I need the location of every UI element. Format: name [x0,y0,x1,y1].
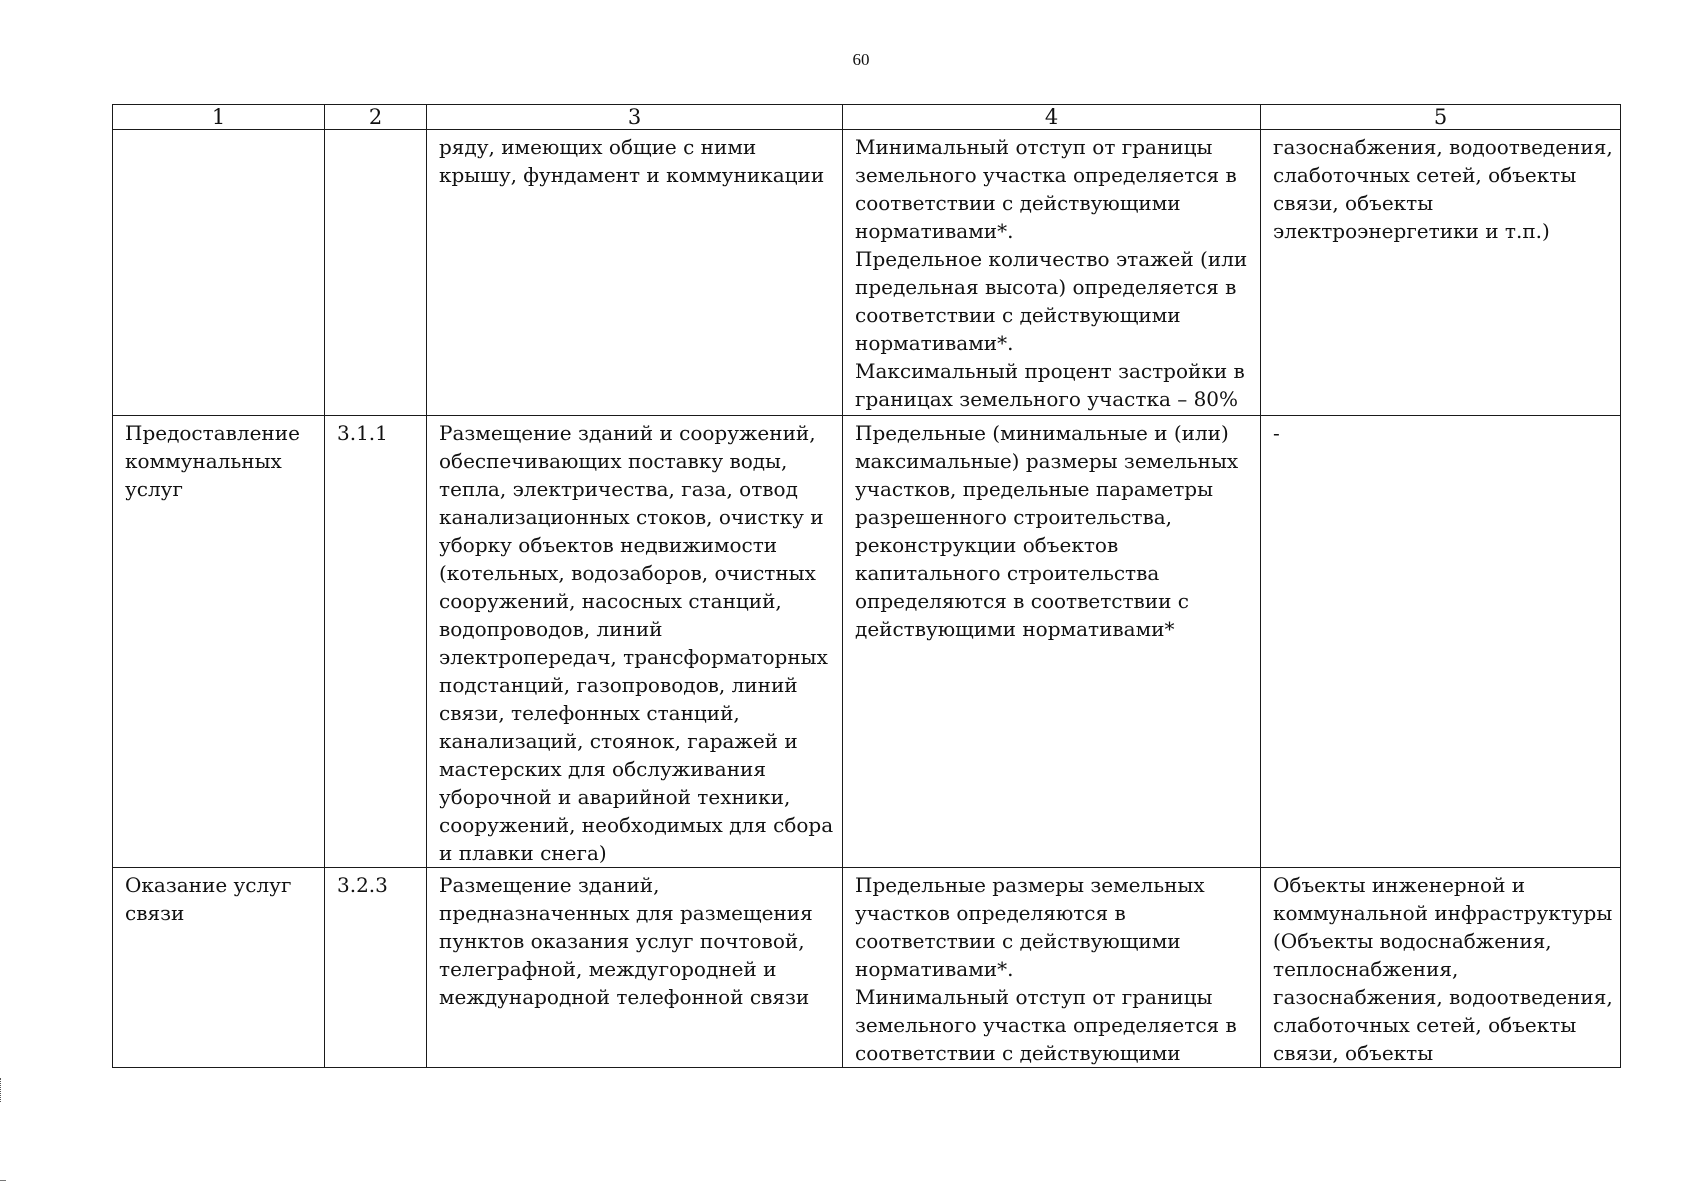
cell-text-line: определяются в соответствии с [855,589,1190,613]
margin-scan-dash [0,1180,6,1181]
cell-parameters [843,416,1261,868]
page-number: 60 [852,50,870,69]
header-col-1: 1 [113,105,325,130]
cell-text-line: предельная высота) определяется в [855,275,1237,299]
cell-text-line: связи [125,901,185,925]
cell-use-name [113,130,325,416]
cell-text-line: соответствии с действующими [855,929,1181,953]
cell-text-line: нормативами*. [855,957,1014,981]
cell-parameters [843,868,1261,1068]
cell-parameters [843,130,1261,416]
cell-text-line: слаботочных сетей, объекты [1273,1013,1577,1037]
cell-use-name [113,868,325,1068]
cell-text-line: обеспечивающих поставку воды, [439,449,788,473]
cell-text-line: реконструкции объектов [855,533,1119,557]
cell-text-line: коммунальной инфраструктуры [1273,901,1613,925]
cell-auxiliary-uses [1261,868,1621,1068]
table-row [113,868,1621,1068]
cell-text-line: Предельные размеры земельных [855,873,1205,897]
cell-text-line: и плавки снега) [439,841,607,865]
cell-text-line: 3.2.3 [337,873,388,897]
cell-text-line: телеграфной, междугородней и [439,957,777,981]
cell-text-line: уборку объектов недвижимости [439,533,778,557]
cell-use-description [427,130,843,416]
cell-text-line: предназначенных для размещения [439,901,813,925]
header-col-5: 5 [1261,105,1621,130]
cell-text-line: границах земельного участка – 80% [855,387,1239,411]
cell-use-description [427,416,843,868]
table-header-row [113,105,1621,130]
cell-text-line: газоснабжения, водоотведения, [1273,135,1613,159]
cell-text-line: пунктов оказания услуг почтовой, [439,929,805,953]
cell-auxiliary-uses [1261,416,1621,868]
cell-text-line: связи, телефонных станций, [439,701,740,725]
cell-text-line: 3.1.1 [337,421,388,445]
table-row [113,416,1621,868]
cell-use-code [325,416,427,868]
cell-text-line: Минимальный отступ от границы [855,135,1213,159]
cell-text-line: разрешенного строительства, [855,505,1173,529]
cell-text-line: нормативами*. [855,219,1014,243]
cell-text-line: - [1273,421,1280,445]
cell-text-line: Оказание услуг [125,873,292,897]
header-col-4: 4 [843,105,1261,130]
cell-text-line: электропередач, трансформаторных [439,645,828,669]
cell-text-line: мастерских для обслуживания [439,757,766,781]
cell-text-line: соответствии с действующими [855,1041,1181,1065]
cell-text-line: международной телефонной связи [439,985,810,1009]
cell-text-line: электроэнергетики и т.п.) [1273,219,1550,243]
cell-text-line: уборочной и аварийной техники, [439,785,791,809]
cell-text-line: слаботочных сетей, объекты [1273,163,1577,187]
cell-text-line: участков определяются в [855,901,1126,925]
cell-text-line: ряду, имеющих общие с ними [439,135,757,159]
cell-text-line: максимальные) размеры земельных [855,449,1239,473]
cell-text-line: соответствии с действующими [855,303,1181,327]
table-row [113,130,1621,416]
cell-text-line: крышу, фундамент и коммуникации [439,163,825,187]
cell-text-line: сооружений, необходимых для сбора [439,813,834,837]
cell-text-line: Максимальный процент застройки в [855,359,1245,383]
cell-use-code [325,130,427,416]
cell-use-code [325,868,427,1068]
cell-auxiliary-uses [1261,130,1621,416]
header-col-3: 3 [427,105,843,130]
cell-text-line: Объекты инженерной и [1273,873,1526,897]
cell-text-line: водопроводов, линий [439,617,663,641]
cell-text-line: Предельные (минимальные и (или) [855,421,1229,445]
cell-text-line: услуг [125,477,183,501]
cell-text-line: действующими нормативами* [855,617,1175,641]
cell-text-line: газоснабжения, водоотведения, [1273,985,1613,1009]
cell-text-line: земельного участка определяется в [855,1013,1237,1037]
cell-text-line: капитального строительства [855,561,1160,585]
cell-text-line: канализаций, стоянок, гаражей и [439,729,798,753]
cell-use-description [427,868,843,1068]
cell-text-line: связи, объекты [1273,191,1434,215]
cell-text-line: земельного участка определяется в [855,163,1237,187]
margin-scan-marks [0,1078,5,1102]
cell-text-line: связи, объекты [1273,1041,1434,1065]
cell-text-line: (котельных, водозаборов, очистных [439,561,816,585]
cell-text-line: подстанций, газопроводов, линий [439,673,798,697]
cell-text-line: Размещение зданий, [439,873,660,897]
cell-text-line: сооружений, насосных станций, [439,589,782,613]
cell-use-name [113,416,325,868]
cell-text-line: Минимальный отступ от границы [855,985,1213,1009]
cell-text-line: Размещение зданий и сооружений, [439,421,816,445]
cell-text-line: коммунальных [125,449,282,473]
cell-text-line: канализационных стоков, очистку и [439,505,824,529]
cell-text-line: (Объекты водоснабжения, [1273,929,1552,953]
cell-text-line: тепла, электричества, газа, отвод [439,477,798,501]
cell-text-line: участков, предельные параметры [855,477,1214,501]
cell-text-line: соответствии с действующими [855,191,1181,215]
cell-text-line: Предельное количество этажей (или [855,247,1248,271]
regulations-table [112,104,1621,1068]
cell-text-line: теплоснабжения, [1273,957,1459,981]
cell-text-line: нормативами*. [855,331,1014,355]
header-col-2: 2 [325,105,427,130]
cell-text-line: Предоставление [125,421,300,445]
